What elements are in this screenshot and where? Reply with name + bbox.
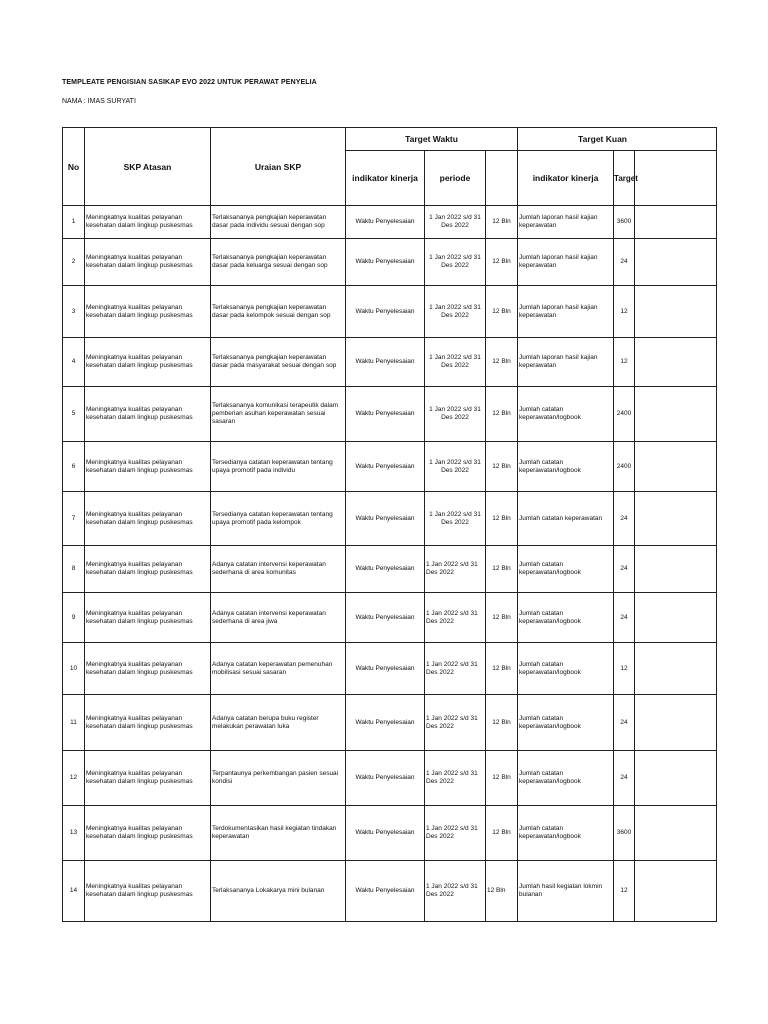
table-row xyxy=(63,492,717,546)
row-indikator-kuantitas: Jumlah catatan keperawatan/logbook xyxy=(518,806,614,861)
row-durasi: 12 Bln xyxy=(486,643,518,695)
row-indikator-waktu: Waktu Penyelesaian xyxy=(346,239,425,286)
row-durasi: 12 Bln xyxy=(486,861,518,922)
row-skp-atasan: Meningkatnya kualitas pelayanan kesehatan dalam lingkup puskesmas xyxy=(85,695,211,751)
row-target: 12 xyxy=(614,643,635,695)
table-row xyxy=(63,387,717,442)
row-uraian-skp: Adanya catatan intervensi keperawatan sederhana di area komunitas xyxy=(211,546,346,593)
row-indikator-waktu: Waktu Penyelesaian xyxy=(346,806,425,861)
row-periode: 1 Jan 2022 s/d 31 Des 2022 xyxy=(425,695,486,751)
row-periode: 1 Jan 2022 s/d 31 Des 2022 xyxy=(425,338,486,387)
table-row xyxy=(63,546,717,593)
row-target: 24 xyxy=(614,695,635,751)
header-skp-atasan: SKP Atasan xyxy=(85,128,211,206)
row-indikator-kuantitas: Jumlah catatan keperawatan/logbook xyxy=(518,387,614,442)
row-indikator-waktu: Waktu Penyelesaian xyxy=(346,643,425,695)
row-durasi: 12 Bln xyxy=(486,806,518,861)
row-extra xyxy=(635,695,717,751)
row-extra xyxy=(635,492,717,546)
row-target: 12 xyxy=(614,286,635,338)
row-periode: 1 Jan 2022 s/d 31 Des 2022 xyxy=(425,546,486,593)
row-target: 3600 xyxy=(614,806,635,861)
row-durasi: 12 Bln xyxy=(486,286,518,338)
row-periode: 1 Jan 2022 s/d 31 Des 2022 xyxy=(425,286,486,338)
row-skp-atasan: Meningkatnya kualitas pelayanan kesehatan dalam lingkup puskesmas xyxy=(85,593,211,643)
row-indikator-waktu: Waktu Penyelesaian xyxy=(346,695,425,751)
table-row xyxy=(63,239,717,286)
row-uraian-skp: Terlaksananya komunikasi terapeutik dalam pemberian asuhan keperawatan sesuai sasaran xyxy=(211,387,346,442)
row-no: 2 xyxy=(63,239,85,286)
row-uraian-skp: Terlaksananya pengkajian keperawatan dasar pada keluarga sesuai dengan sop xyxy=(211,239,346,286)
row-no: 13 xyxy=(63,806,85,861)
row-uraian-skp: Terlaksananya pengkajian keperawatan dasar pada masyarakat sesuai dengan sop xyxy=(211,338,346,387)
row-uraian-skp: Adanya catatan berupa buku register melakukan perawatan luka xyxy=(211,695,346,751)
row-durasi: 12 Bln xyxy=(486,593,518,643)
row-durasi: 12 Bln xyxy=(486,387,518,442)
table-row xyxy=(63,643,717,695)
row-periode: 1 Jan 2022 s/d 31 Des 2022 xyxy=(425,206,486,239)
row-indikator-waktu: Waktu Penyelesaian xyxy=(346,286,425,338)
skp-table xyxy=(62,127,717,922)
row-uraian-skp: Adanya catatan keperawatan pemenuhan mobilisasi sesuai sasaran xyxy=(211,643,346,695)
header-extra xyxy=(635,151,717,206)
row-indikator-waktu: Waktu Penyelesaian xyxy=(346,593,425,643)
row-no: 11 xyxy=(63,695,85,751)
row-periode: 1 Jan 2022 s/d 31 Des 2022 xyxy=(425,643,486,695)
employee-name: NAMA : IMAS SURYATI xyxy=(62,98,136,105)
row-skp-atasan: Meningkatnya kualitas pelayanan kesehatan dalam lingkup puskesmas xyxy=(85,239,211,286)
row-periode: 1 Jan 2022 s/d 31 Des 2022 xyxy=(425,442,486,492)
table-row xyxy=(63,286,717,338)
row-target: 12 xyxy=(614,338,635,387)
row-periode: 1 Jan 2022 s/d 31 Des 2022 xyxy=(425,239,486,286)
row-skp-atasan: Meningkatnya kualitas pelayanan kesehatan dalam lingkup puskesmas xyxy=(85,206,211,239)
skp-sheet xyxy=(62,127,638,940)
row-periode: 1 Jan 2022 s/d 31 Des 2022 xyxy=(425,492,486,546)
table-row xyxy=(63,861,717,922)
row-uraian-skp: Terlaksananya pengkajian keperawatan dasar pada kelompok sesuai dengan sop xyxy=(211,286,346,338)
row-uraian-skp: Terlaksananya Lokakarya mini bulanan xyxy=(211,861,346,922)
row-skp-atasan: Meningkatnya kualitas pelayanan kesehatan dalam lingkup puskesmas xyxy=(85,806,211,861)
row-target: 24 xyxy=(614,546,635,593)
row-no: 7 xyxy=(63,492,85,546)
row-no: 5 xyxy=(63,387,85,442)
row-durasi: 12 Bln xyxy=(486,206,518,239)
row-extra xyxy=(635,239,717,286)
row-skp-atasan: Meningkatnya kualitas pelayanan kesehatan dalam lingkup puskesmas xyxy=(85,546,211,593)
row-extra xyxy=(635,338,717,387)
row-target: 12 xyxy=(614,861,635,922)
row-indikator-waktu: Waktu Penyelesaian xyxy=(346,338,425,387)
table-row xyxy=(63,751,717,806)
header-durasi xyxy=(486,151,518,206)
row-indikator-kuantitas: Jumlah catatan keperawatan/logbook xyxy=(518,695,614,751)
row-no: 1 xyxy=(63,206,85,239)
row-indikator-kuantitas: Jumlah laporan hasil kajian keperawatan xyxy=(518,286,614,338)
row-durasi: 12 Bln xyxy=(486,338,518,387)
row-extra xyxy=(635,546,717,593)
row-indikator-waktu: Waktu Penyelesaian xyxy=(346,546,425,593)
row-extra xyxy=(635,861,717,922)
row-uraian-skp: Terpantaunya perkembangan pasien sesuai kondisi xyxy=(211,751,346,806)
row-indikator-kuantitas: Jumlah laporan hasil kajian keperawatan xyxy=(518,338,614,387)
row-skp-atasan: Meningkatnya kualitas pelayanan kesehatan dalam lingkup puskesmas xyxy=(85,861,211,922)
row-no: 3 xyxy=(63,286,85,338)
row-periode: 1 Jan 2022 s/d 31 Des 2022 xyxy=(425,751,486,806)
row-indikator-kuantitas: Jumlah catatan keperawatan/logbook xyxy=(518,751,614,806)
row-periode: 1 Jan 2022 s/d 31 Des 2022 xyxy=(425,593,486,643)
row-indikator-kuantitas: Jumlah hasil kegiatan lokmin bulanan xyxy=(518,861,614,922)
row-no: 12 xyxy=(63,751,85,806)
row-no: 8 xyxy=(63,546,85,593)
row-skp-atasan: Meningkatnya kualitas pelayanan kesehatan dalam lingkup puskesmas xyxy=(85,286,211,338)
header-uraian-skp: Uraian SKP xyxy=(211,128,346,206)
row-skp-atasan: Meningkatnya kualitas pelayanan kesehatan dalam lingkup puskesmas xyxy=(85,643,211,695)
row-extra xyxy=(635,751,717,806)
table-row xyxy=(63,338,717,387)
row-skp-atasan: Meningkatnya kualitas pelayanan kesehatan dalam lingkup puskesmas xyxy=(85,387,211,442)
row-skp-atasan: Meningkatnya kualitas pelayanan kesehatan dalam lingkup puskesmas xyxy=(85,492,211,546)
row-target: 24 xyxy=(614,593,635,643)
row-no: 14 xyxy=(63,861,85,922)
row-indikator-kuantitas: Jumlah catatan keperawatan/logbook xyxy=(518,442,614,492)
row-extra xyxy=(635,286,717,338)
row-no: 6 xyxy=(63,442,85,492)
row-uraian-skp: Adanya catatan intervensi keperawatan sederhana di area jiwa xyxy=(211,593,346,643)
row-indikator-kuantitas: Jumlah laporan hasil kajian keperawatan xyxy=(518,206,614,239)
row-indikator-waktu: Waktu Penyelesaian xyxy=(346,387,425,442)
row-indikator-kuantitas: Jumlah laporan hasil kajian keperawatan xyxy=(518,239,614,286)
row-extra xyxy=(635,206,717,239)
row-indikator-waktu: Waktu Penyelesaian xyxy=(346,442,425,492)
table-row xyxy=(63,695,717,751)
row-uraian-skp: Terdokumentasikan hasil kegiatan tindakan keperawatan xyxy=(211,806,346,861)
row-extra xyxy=(635,806,717,861)
row-target: 2400 xyxy=(614,387,635,442)
header-target-kuantitas: Target Kuan xyxy=(518,128,717,151)
row-target: 2400 xyxy=(614,442,635,492)
row-periode: 1 Jan 2022 s/d 31 Des 2022 xyxy=(425,861,486,922)
row-durasi: 12 Bln xyxy=(486,751,518,806)
row-extra xyxy=(635,593,717,643)
row-uraian-skp: Terlaksananya pengkajian keperawatan dasar pada individu sesuai dengan sop xyxy=(211,206,346,239)
row-skp-atasan: Meningkatnya kualitas pelayanan kesehatan dalam lingkup puskesmas xyxy=(85,338,211,387)
row-extra xyxy=(635,643,717,695)
row-indikator-kuantitas: Jumlah catatan keperawatan/logbook xyxy=(518,643,614,695)
row-extra xyxy=(635,387,717,442)
table-row xyxy=(63,806,717,861)
row-target: 3600 xyxy=(614,206,635,239)
row-target: 24 xyxy=(614,751,635,806)
row-target: 24 xyxy=(614,492,635,546)
row-skp-atasan: Meningkatnya kualitas pelayanan kesehatan dalam lingkup puskesmas xyxy=(85,751,211,806)
header-target-waktu: Target Waktu xyxy=(346,128,518,151)
document-title: TEMPLEATE PENGISIAN SASIKAP EVO 2022 UNTUK PERAWAT PENYELIA xyxy=(62,79,317,86)
row-extra xyxy=(635,442,717,492)
row-indikator-waktu: Waktu Penyelesaian xyxy=(346,861,425,922)
table-row xyxy=(63,593,717,643)
row-indikator-kuantitas: Jumlah catatan keperawatan xyxy=(518,492,614,546)
row-durasi: 12 Bln xyxy=(486,442,518,492)
row-no: 9 xyxy=(63,593,85,643)
row-uraian-skp: Tersedianya catatan keperawatan tentang upaya promotif pada kelompok xyxy=(211,492,346,546)
table-row xyxy=(63,442,717,492)
row-indikator-waktu: Waktu Penyelesaian xyxy=(346,751,425,806)
row-periode: 1 Jan 2022 s/d 31 Des 2022 xyxy=(425,806,486,861)
header-indikator-kinerja-kuantitas: indikator kinerja xyxy=(518,151,614,206)
row-no: 4 xyxy=(63,338,85,387)
table-row xyxy=(63,206,717,239)
header-periode: periode xyxy=(425,151,486,206)
row-indikator-waktu: Waktu Penyelesaian xyxy=(346,492,425,546)
row-durasi: 12 Bln xyxy=(486,546,518,593)
row-uraian-skp: Tersedianya catatan keperawatan tentang upaya promotif pada individu xyxy=(211,442,346,492)
row-durasi: 12 Bln xyxy=(486,695,518,751)
skp-table-body xyxy=(63,206,717,922)
row-indikator-waktu: Waktu Penyelesaian xyxy=(346,206,425,239)
row-target: 24 xyxy=(614,239,635,286)
row-no: 10 xyxy=(63,643,85,695)
row-indikator-kuantitas: Jumlah catatan keperawatan/logbook xyxy=(518,546,614,593)
row-durasi: 12 Bln xyxy=(486,492,518,546)
row-periode: 1 Jan 2022 s/d 31 Des 2022 xyxy=(425,387,486,442)
row-durasi: 12 Bln xyxy=(486,239,518,286)
header-indikator-kinerja-waktu: indikator kinerja xyxy=(346,151,425,206)
header-no: No xyxy=(63,128,85,206)
row-indikator-kuantitas: Jumlah catatan keperawatan/logbook xyxy=(518,593,614,643)
row-skp-atasan: Meningkatnya kualitas pelayanan kesehatan dalam lingkup puskesmas xyxy=(85,442,211,492)
header-target: Target xyxy=(614,151,635,206)
